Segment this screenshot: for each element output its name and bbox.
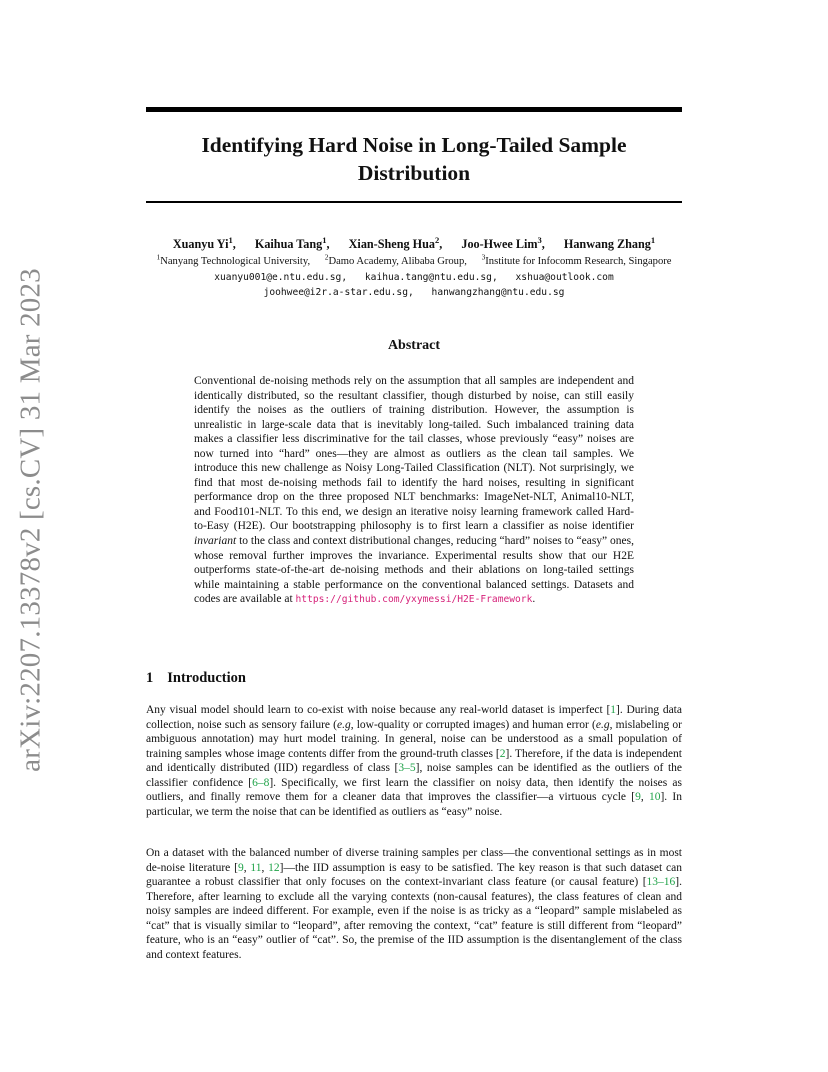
citation-link[interactable]: 11 xyxy=(250,861,262,874)
author: Xuanyu Yi$^1$, xyxy=(172,234,236,251)
intro-paragraph-2: On a dataset with the balanced number of diverse training samples per class—the conventional settings as in most de-noise literature [9, 11, 12]—the IID assumption is easy to be satisfied. The key reason is that such dataset can guarantee a robust classifier that only focuses on the context-invariant class feature (or causal feature) [13–16]. Therefore, after learning to exclude all the varying contexts (non-causal features), the class features of clean and noisy samples are indeed different. For example, even if the noise is as tricky as a “leopard” sample mislabeled as “cat” that is visually similar to “leopard”, after removing the context, “cat” feature is still different from “leopard” feature, who is an “easy” outlier of “cat”. So, the premise of the IID assumption is the disentanglement of the class and context features. xyxy=(146,847,683,961)
arxiv-identifier xyxy=(0,260,62,780)
code-link[interactable]: https://github.com/yxymessi/H2E-Framework xyxy=(295,594,533,606)
author-list xyxy=(146,234,682,252)
title-rule-top xyxy=(146,107,682,112)
email: xshua@outlook.com xyxy=(515,272,614,283)
citation-link[interactable]: 10 xyxy=(648,791,661,804)
author: Hanwang Zhang$^1$ xyxy=(563,234,656,251)
email: hanwangzhang@ntu.edu.sg xyxy=(431,287,565,298)
email-line-2 xyxy=(146,287,682,298)
email: xuanyu001@e.ntu.edu.sg, xyxy=(214,272,348,283)
intro-paragraph-1: Any visual model should learn to co-exist with noise because any real-world dataset is imperfect [1]. During data collection, noise such as sensory failure (e.g, low-quality or corrupted images) and human error (e.g, mislabeling or ambiguous annotation) may hurt model training. In general, noise can be understood as a small population of training samples whose image contents differ from the ground-truth classes [2]. Therefore, if the data is independent and identically distributed (IID) regardless of class [3–5], noise samples can be identified as the outliers of the classifier confidence [6–8]. Specifically, we first learn the classifier on noisy data, then identify the noises as outliers, and finally remove them for a cleaner data that improves the classifier—a virtuous cycle [9, 10]. In particular, we term the noise that can be identified as outliers as “easy” noise. xyxy=(146,704,682,818)
citation-link[interactable]: 13–16 xyxy=(646,876,676,889)
citation-link[interactable]: 3–5 xyxy=(398,762,416,775)
section-heading: 1 Introduction xyxy=(146,670,246,686)
title-rule-bottom xyxy=(146,201,682,203)
citation-link[interactable]: 6–8 xyxy=(252,776,270,789)
affiliation: $^3$Institute for Infocomm Research, Singapore xyxy=(481,252,672,267)
abstract-text: Conventional de-noising methods rely on the assumption that all samples are independent and identically distributed, so the resultant classifier, though disturbed by noise, can still easily identify the noises as the outliers of training distribution. However, the assumption is unrealistic in large-scale data that is inevitably long-tailed. Such imbalanced training data makes a classifier less discriminative for the tail classes, whose previously “easy” noises are now turned into “hard” ones—they are almost as outliers as the clean tail samples. We introduce this new challenge as Noisy Long-Tailed Classification (NLT). Not surprisingly, we find that most de-noising methods fail to identify the hard noises, resulting in significant performance drop on the three proposed NLT benchmarks: ImageNet-NLT, Animal10-NLT, and Food101-NLT. To this end, we design an iterative noisy learning framework called Hard-to-Easy (H2E). Our bootstrapping philosophy is to first learn a classifier as noise identifier invariant to the class and context distributional changes, reducing “hard” noises to “easy” ones, whose removal further improves the invariance. Experimental results show that our H2E outperforms state-of-the-art de-noising methods and their ablations on long-tailed settings while maintaining a stable performance on the conventional balanced settings. Datasets and codes are available at https://github.com/yxymessi/H2E-Framework. xyxy=(194,375,634,606)
author: Kaihua Tang$^1$, xyxy=(254,234,330,251)
affiliation: $^1$Nanyang Technological University, xyxy=(156,252,311,267)
citation-link[interactable]: 9 xyxy=(635,791,641,804)
affiliation-list xyxy=(120,252,708,267)
arxiv-identifier-text: arXiv:2207.13378v2 [cs.CV] 31 Mar 2023 xyxy=(14,268,47,772)
email: joohwee@i2r.a-star.edu.sg, xyxy=(263,287,414,298)
citation-link[interactable]: 9 xyxy=(237,861,244,874)
email-line-1 xyxy=(146,272,682,283)
author: Joo-Hwee Lim$^3$, xyxy=(461,234,545,251)
email: kaihua.tang@ntu.edu.sg, xyxy=(364,272,498,283)
affiliation: $^2$Damo Academy, Alibaba Group, xyxy=(324,252,467,267)
author: Xian-Sheng Hua$^2$, xyxy=(348,234,443,251)
citation-link[interactable]: 2 xyxy=(499,747,506,760)
abstract-heading: Abstract xyxy=(387,338,441,353)
citation-link[interactable]: 1 xyxy=(610,704,617,716)
paper-title: Identifying Hard Noise in Long-Tailed Sample Distribution xyxy=(201,133,627,185)
citation-link[interactable]: 12 xyxy=(268,861,280,874)
